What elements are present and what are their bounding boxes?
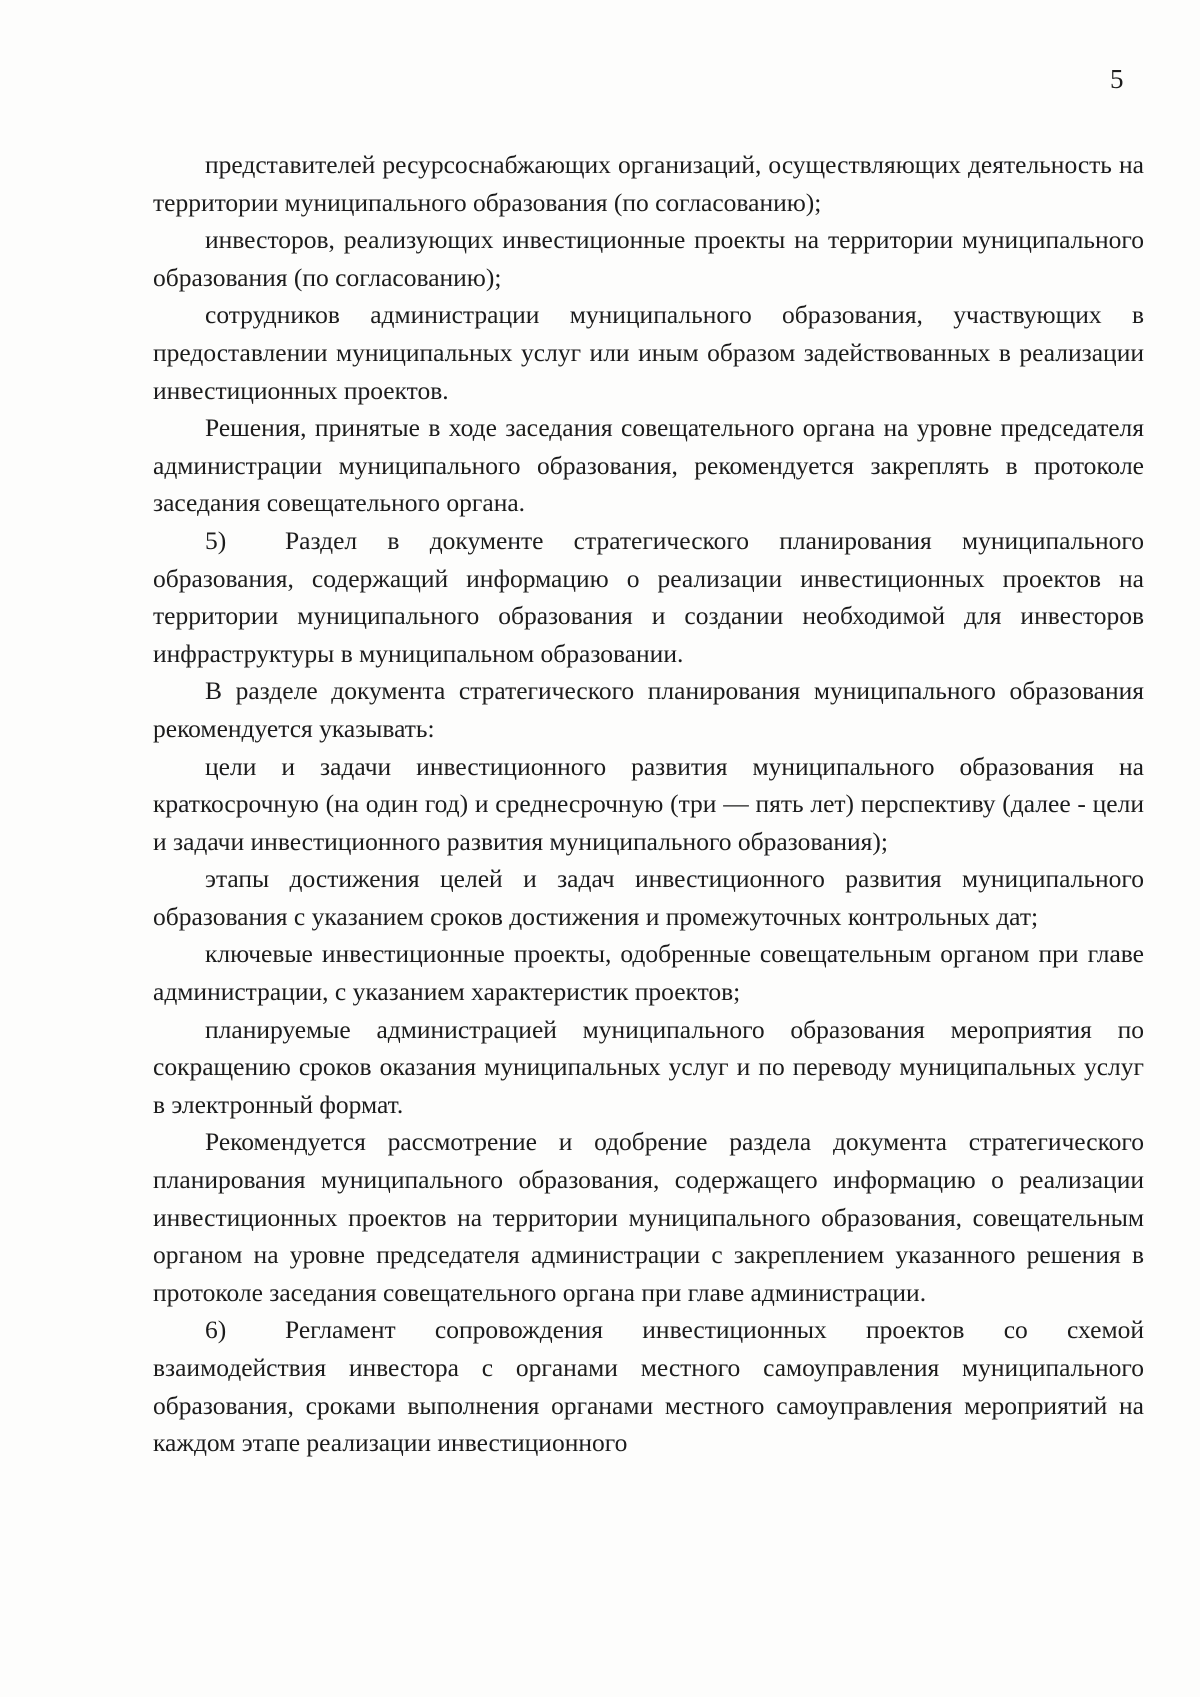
paragraph-goals-and-tasks: цели и задачи инвестиционного развития муниципального образования на краткосрочную (на один год) и среднесрочную (три — пять лет) перспективу (далее - цели и задачи инвестиционного развития муниципального образования); (153, 751, 1144, 856)
paragraph-investors: инвесторов, реализующих инвестиционные проекты на территории муниципального образования (по согласованию); (153, 225, 1144, 292)
numbered-item-5-text: Раздел в документе стратегического планирования муниципального образования, содержащий информацию о реализации инвестиционных проектов на территории муниципального образования и создании необходимой для инвесторов инфраструктуры в муниципальном образовании. (153, 525, 1144, 668)
paragraph-planned-measures: планируемые администрацией муниципального образования мероприятия по сокращению сроков оказания муниципальных услуг и по переводу муниципальных услуг в электронный формат. (153, 1014, 1144, 1119)
numbered-item-6 (153, 1311, 1144, 1461)
paragraph-stages: этапы достижения целей и задач инвестиционного развития муниципального образования с указанием сроков достижения и промежуточных контрольных дат; (153, 864, 1144, 931)
item-number-5: 5) (205, 525, 227, 555)
page-number: 5 (1110, 64, 1124, 94)
paragraph-key-projects: ключевые инвестиционные проекты, одобренные совещательным органом при главе администрации, с указанием характеристик проектов; (153, 939, 1144, 1007)
paragraph-section-contents: В разделе документа стратегического планирования муниципального образования рекомендуется указывать: (153, 676, 1144, 743)
paragraph-decisions: Решения, принятые в ходе заседания совещательного органа на уровне председателя администрации муниципального образования, рекомендуется закреплять в протоколе заседания совещательного органа. (153, 413, 1144, 518)
paragraph-recommendation: Рекомендуется рассмотрение и одобрение раздела документа стратегического планирования муниципального образования, содержащего информацию о реализации инвестиционных проектов на территории муниципального образования, совещательным органом на уровне председателя администрации с закреплением указанного решения в протоколе заседания совещательного органа при главе администрации. (153, 1127, 1144, 1307)
paragraph-administration-staff: сотрудников администрации муниципального образования, участвующих в предоставлении муниципальных услуг или иным образом задействованных в реализации инвестиционных проектов. (153, 300, 1144, 405)
numbered-item-5 (153, 522, 1144, 672)
item-number-6: 6) (205, 1315, 227, 1345)
numbered-item-6-text: Регламент сопровождения инвестиционных проектов со схемой взаимодействия инвестора с органами местного самоуправления муниципального образования, сроками выполнения органами местного самоуправления мероприятий на каждом этапе реализации инвестиционного (153, 1315, 1144, 1458)
paragraph-resource-suppliers: представителей ресурсоснабжающих организаций, осуществляющих деятельность на территории муниципального образования (по согласованию); (153, 150, 1144, 217)
document-body (153, 146, 1144, 1462)
